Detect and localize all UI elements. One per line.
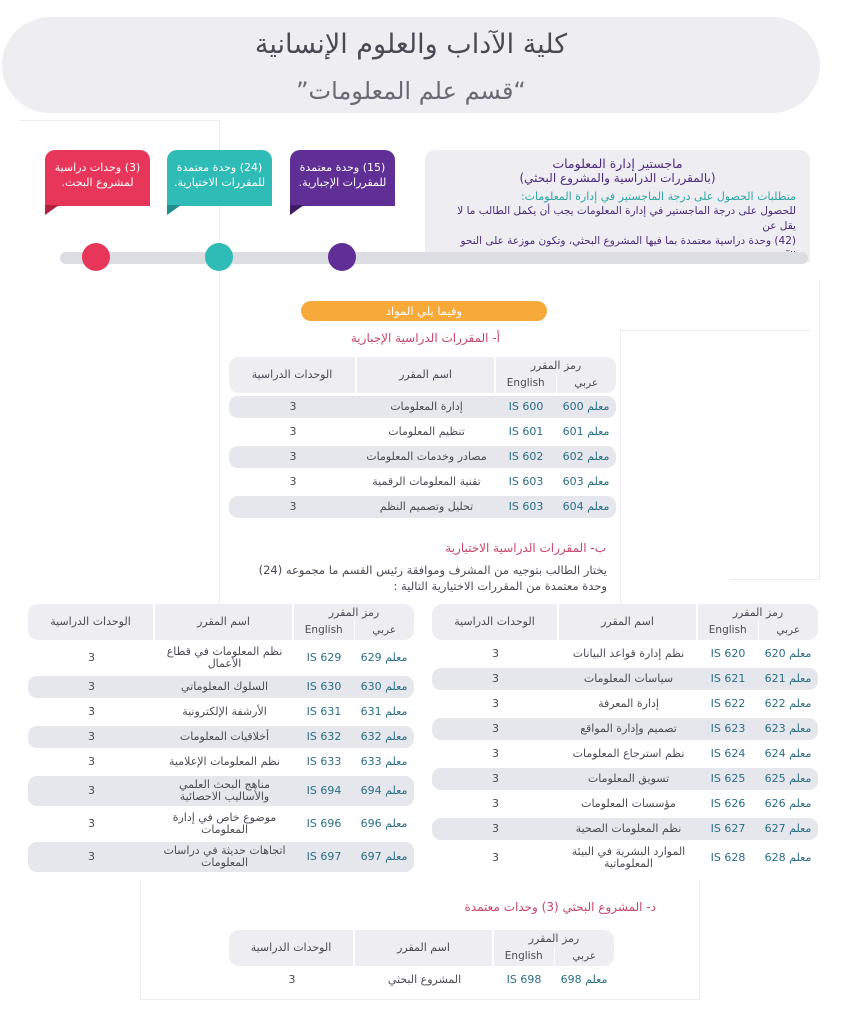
- table-header: [229, 930, 614, 966]
- units-cell: 3: [289, 500, 297, 513]
- table-header: [229, 357, 616, 393]
- table-row: [229, 396, 616, 418]
- table-row: [28, 751, 414, 773]
- elective-note-line-2: وحدة معتمدة من المقررات الاختيارية التالية :: [393, 579, 607, 593]
- timeline-dot-purple: [328, 243, 356, 271]
- english-code-header: English: [698, 621, 759, 640]
- arabic-code-header: عربي: [372, 624, 397, 636]
- flag-fold: [290, 205, 304, 215]
- units-cell: 3: [492, 797, 499, 810]
- course-name-cell: تصميم وإدارة المواقع: [580, 722, 677, 735]
- english-code-cell: IS 625: [710, 772, 746, 785]
- requirements-title: متطلبات الحصول على درجة الماجستير في إدارة المعلومات:: [520, 190, 796, 203]
- timeline-dot-teal: [205, 243, 233, 271]
- section-elective-title: ب- المقررات الدراسية الاختيارية: [445, 541, 606, 555]
- course-name-cell: مصادر وخدمات المعلومات: [366, 450, 487, 463]
- code-header: [496, 357, 616, 393]
- english-code-cell: IS 628: [710, 851, 746, 864]
- course-name-cell: نظم إدارة قواعد البيانات: [572, 647, 685, 660]
- course-name-cell: إدارة المعرفة: [598, 697, 659, 710]
- english-code-cell: IS 622: [710, 697, 746, 710]
- arabic-code-cell: معلم 628: [764, 851, 812, 864]
- arabic-code-cell: معلم 698: [560, 973, 608, 986]
- units-cell: 3: [88, 784, 95, 797]
- table-row: [432, 843, 818, 873]
- english-code-cell: IS 694: [306, 784, 342, 797]
- units-cell: 3: [492, 747, 499, 760]
- course-name-cell: أخلاقيات المعلومات: [179, 730, 270, 743]
- timeline-bar: [60, 252, 808, 264]
- table-row: [432, 768, 818, 790]
- program-info-box: [425, 150, 810, 262]
- course-name-cell: إدارة المعلومات: [390, 400, 463, 413]
- units-cell: 3: [289, 400, 297, 413]
- units-cell: 3: [289, 475, 297, 488]
- units-header: الوحدات الدراسية: [28, 604, 155, 640]
- arabic-code-cell: معلم 631: [360, 705, 408, 718]
- units-cell: 3: [289, 450, 297, 463]
- requirements-line-1: للحصول على درجة الماجستير في إدارة المعلومات يجب أن يكمل الطالب ما لا يقل عن: [457, 205, 796, 232]
- course-name-cell: تحليل وتصميم النظم: [379, 500, 474, 513]
- section-project-title: د- المشروع البحثي (3) وحدات معتمدة: [464, 900, 656, 914]
- course-name-cell: تقنية المعلومات الرقمية: [372, 475, 481, 488]
- units-cell: 3: [288, 973, 296, 986]
- flag-research-units: (3) وحدات دراسية لمشروع البحث.: [45, 150, 150, 206]
- english-code-cell: IS 621: [710, 672, 746, 685]
- course-name-header: اسم المقرر: [357, 357, 496, 393]
- english-code-cell: IS 602: [508, 450, 544, 463]
- table-header: [432, 604, 818, 640]
- units-cell: 3: [88, 850, 95, 863]
- units-cell: 3: [88, 755, 95, 768]
- english-code-cell: IS 601: [508, 425, 544, 438]
- timeline-dot-red: [82, 243, 110, 271]
- table-row: [432, 668, 818, 690]
- units-cell: 3: [492, 822, 499, 835]
- flag-fold: [45, 205, 59, 215]
- arabic-code-cell: معلم 696: [360, 817, 408, 830]
- course-name-header: اسم المقرر: [155, 604, 294, 640]
- arabic-code-cell: معلم 694: [360, 784, 408, 797]
- english-code-cell: IS 697: [306, 850, 342, 863]
- table-row: [432, 718, 818, 740]
- elective-courses-table-left: [28, 604, 414, 875]
- course-name-cell: تنظيم المعلومات: [388, 425, 465, 438]
- arabic-code-cell: معلم 620: [764, 647, 812, 660]
- arabic-code-cell: معلم 621: [764, 672, 812, 685]
- arabic-code-cell: معلم 604: [562, 500, 610, 513]
- arabic-code-cell: معلم 625: [764, 772, 812, 785]
- arabic-code-cell: معلم 624: [764, 747, 812, 760]
- code-header-label: رمز المقرر: [328, 606, 380, 619]
- course-name-cell: نظم المعلومات في قطاع الأعمال: [166, 645, 283, 670]
- code-header-label: رمز المقرر: [530, 359, 582, 372]
- english-code-header: English: [294, 621, 355, 640]
- flag-elective-units: (24) وحدة معتمدة للمقررات الاختيارية.: [167, 150, 272, 206]
- english-code-cell: IS 623: [710, 722, 746, 735]
- arabic-code-header: عربي: [776, 624, 801, 636]
- code-header: [698, 604, 818, 640]
- flag-mandatory-units: (15) وحدة معتمدة للمقررات الإجبارية.: [290, 150, 395, 206]
- table-row: [28, 701, 414, 723]
- english-code-cell: IS 627: [710, 822, 746, 835]
- flag-fold: [167, 205, 181, 215]
- arabic-code-cell: معلم 600: [562, 400, 610, 413]
- arabic-code-header: عربي: [572, 950, 597, 962]
- course-name-cell: تسويق المعلومات: [587, 772, 670, 785]
- units-cell: 3: [492, 772, 499, 785]
- elective-courses-table-right: [432, 604, 818, 876]
- units-cell: 3: [492, 697, 499, 710]
- english-code-header: English: [494, 947, 555, 966]
- decorative-line: [730, 280, 820, 580]
- code-header: [294, 604, 414, 640]
- course-name-cell: نظم استرجاع المعلومات: [572, 747, 685, 760]
- table-row: [28, 726, 414, 748]
- elective-note: [212, 562, 607, 594]
- english-code-cell: IS 696: [306, 817, 342, 830]
- arabic-code-header: عربي: [574, 377, 599, 389]
- code-header-label: رمز المقرر: [732, 606, 784, 619]
- course-name-cell: مؤسسات المعلومات: [581, 797, 676, 810]
- course-name-cell: موضوع خاص في إدارة المعلومات: [172, 811, 277, 836]
- program-title: ماجستير إدارة المعلومات: [552, 156, 683, 171]
- english-code-cell: IS 620: [710, 647, 746, 660]
- english-code-cell: IS 603: [508, 500, 544, 513]
- english-code-cell: IS 633: [306, 755, 342, 768]
- project-table: [229, 930, 614, 994]
- table-row: [28, 776, 414, 806]
- arabic-code-cell: معلم 626: [764, 797, 812, 810]
- english-code-cell: IS 624: [710, 747, 746, 760]
- course-name-cell: السلوك المعلوماتي: [181, 680, 268, 693]
- courses-intro-pill: وفيما يلي المواد: [301, 301, 547, 321]
- table-row: [229, 471, 616, 493]
- arabic-code-cell: معلم 697: [360, 850, 408, 863]
- arabic-code-cell: معلم 623: [764, 722, 812, 735]
- english-code-cell: IS 631: [306, 705, 342, 718]
- table-row: [28, 643, 414, 673]
- units-cell: 3: [289, 425, 297, 438]
- course-name-header: اسم المقرر: [355, 930, 494, 966]
- english-code-cell: IS 626: [710, 797, 746, 810]
- table-row: [229, 969, 614, 991]
- units-cell: 3: [88, 680, 95, 693]
- college-title: كلية الآداب والعلوم الإنسانية: [254, 29, 568, 60]
- arabic-code-cell: معلم 629: [360, 651, 408, 664]
- table-row: [432, 643, 818, 665]
- units-header: الوحدات الدراسية: [229, 357, 357, 393]
- arabic-code-cell: معلم 627: [764, 822, 812, 835]
- english-code-cell: IS 600: [508, 400, 544, 413]
- table-row: [229, 421, 616, 443]
- units-header: الوحدات الدراسية: [229, 930, 355, 966]
- units-cell: 3: [88, 817, 95, 830]
- code-header-label: رمز المقرر: [528, 932, 580, 945]
- table-row: [28, 676, 414, 698]
- course-name-cell: الأرشفة الإلكترونية: [182, 705, 267, 718]
- arabic-code-cell: معلم 603: [562, 475, 610, 488]
- units-cell: 3: [492, 851, 499, 864]
- table-row: [432, 743, 818, 765]
- units-cell: 3: [492, 647, 499, 660]
- table-row: [229, 446, 616, 468]
- arabic-code-cell: معلم 602: [562, 450, 610, 463]
- table-row: [432, 793, 818, 815]
- table-row: [229, 496, 616, 518]
- table-row: [432, 693, 818, 715]
- section-mandatory-title: أ- المقررات الدراسية الإجبارية: [350, 331, 500, 345]
- elective-note-line-1: يختار الطالب بتوجيه من المشرف وموافقة رئيس القسم ما مجموعه (24): [258, 563, 607, 577]
- arabic-code-cell: معلم 622: [764, 697, 812, 710]
- units-cell: 3: [492, 722, 499, 735]
- arabic-code-cell: معلم 633: [360, 755, 408, 768]
- code-header: [494, 930, 614, 966]
- requirements-line-2: (42) وحدة دراسية معتمدة بما فيها المشروع البحثي، وتكون موزعة على النحو: [460, 235, 796, 247]
- mandatory-courses-table: [229, 357, 616, 521]
- program-subtitle: (بالمقررات الدراسية والمشروع البحثي): [519, 171, 716, 185]
- course-name-cell: نظم المعلومات الصحية: [575, 822, 682, 835]
- units-cell: 3: [88, 651, 95, 664]
- table-row: [28, 809, 414, 839]
- english-code-cell: IS 632: [306, 730, 342, 743]
- table-header: [28, 604, 414, 640]
- course-name-cell: سياسات المعلومات: [583, 672, 674, 685]
- course-name-cell: اتجاهات حديثة في دراسات المعلومات: [163, 844, 286, 869]
- units-cell: 3: [88, 730, 95, 743]
- course-name-cell: مناهج البحث العلمي والأساليب الاحصائية: [179, 778, 270, 803]
- english-code-cell: IS 630: [306, 680, 342, 693]
- arabic-code-cell: معلم 632: [360, 730, 408, 743]
- english-code-cell: IS 629: [306, 651, 342, 664]
- english-code-cell: IS 698: [506, 973, 542, 986]
- department-title: “قسم علم المعلومات”: [296, 77, 526, 105]
- course-name-cell: نظم المعلومات الإعلامية: [169, 755, 280, 768]
- table-row: [28, 842, 414, 872]
- units-header: الوحدات الدراسية: [432, 604, 559, 640]
- arabic-code-cell: معلم 601: [562, 425, 610, 438]
- arabic-code-cell: معلم 630: [360, 680, 408, 693]
- english-code-cell: IS 603: [508, 475, 544, 488]
- english-code-header: English: [496, 374, 557, 393]
- units-cell: 3: [492, 672, 499, 685]
- page-header: [2, 17, 820, 113]
- course-name-cell: المشروع البحثي: [387, 973, 462, 986]
- table-row: [432, 818, 818, 840]
- course-name-cell: الموارد البشرية في البيئة المعلوماتية: [571, 845, 686, 870]
- units-cell: 3: [88, 705, 95, 718]
- course-name-header: اسم المقرر: [559, 604, 698, 640]
